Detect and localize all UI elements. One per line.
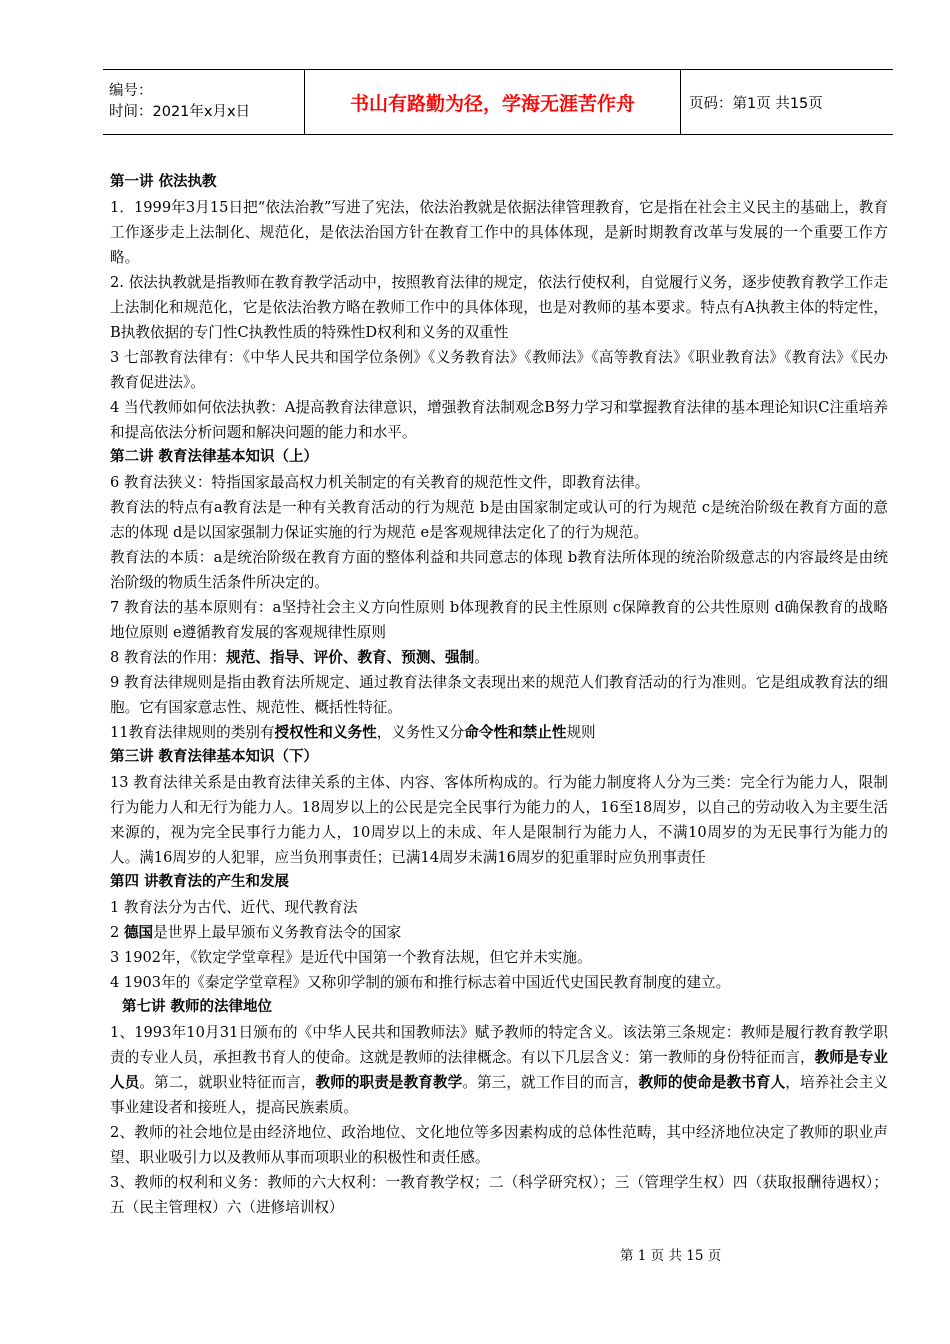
bold-text-run: 授权性和义务性	[274, 724, 377, 741]
paragraph: 教育法的特点有a教育法是一种有关教育活动的行为规范 b是由国家制定或认可的行为规范 c是统治阶级在教育方面的意志的体现 d是以国家强制力保证实施的行为规范 e是客观规律法定化了的行为规范。	[110, 499, 888, 541]
paragraph: 3 七部教育法律有：《中华人民共和国学位条例》《义务教育法》《教师法》《高等教育法》《职业教育法》《教育法》《民办教育促进法》。	[110, 349, 888, 391]
section-title: 第四 讲教育法的产生和发展	[110, 874, 290, 890]
bold-text-run: 命令性和禁止性	[464, 724, 567, 741]
paragraph: 4 当代教师如何依法执教：A提高教育法律意识，增强教育法制观念B努力学习和掌握教育法律的基本理论知识C注重培养和提高依法分析问题和解决问题的能力和水平。	[110, 399, 888, 441]
document-header	[103, 69, 893, 135]
section-title: 第一讲 依法执教	[110, 174, 217, 190]
time-label: 时间：2021年x月x日	[109, 104, 251, 120]
paragraph: 6 教育法狭义：特指国家最高权力机关制定的有关教育的规范性文件，即教育法律。	[110, 474, 650, 491]
section-title: 第二讲 教育法律基本知识（上）	[110, 449, 319, 465]
paragraph: 3 1902年，《钦定学堂章程》是近代中国第一个教育法规，但它并未实施。	[110, 949, 592, 966]
paragraph	[110, 920, 888, 945]
paragraph: 2. 依法执教就是指教师在教育教学活动中，按照教育法律的规定，依法行使权利，自觉履行义务，逐步使教育教学工作走上法制化和规范化，它是依法治教方略在教师工作中的具体体现，也是对教师的基本要求。特点有A执教主体的特定性，B执教依据的专门性C执教性质的特殊性D权利和义务的双重性	[110, 274, 888, 341]
text-run: 是世界上最早颁布义务教育法令的国家	[153, 924, 402, 941]
text-run: 8 教育法的作用：	[110, 649, 227, 666]
section-title: 第三讲 教育法律基本知识（下）	[110, 749, 319, 765]
paragraph: 2、教师的社会地位是由经济地位、政治地位、文化地位等多因素构成的总体性范畴，其中经济地位决定了教师的职业声望、职业吸引力以及教师从事而项职业的积极性和责任感。	[110, 1124, 888, 1166]
bold-text-run: 教师的使命是教书育人	[638, 1074, 786, 1091]
text-run: ，义务性又分	[376, 724, 465, 741]
text-run: ，培养社会主义事业建设者和接班人，提高民族素质。	[110, 1074, 888, 1116]
text-run: 2	[110, 924, 124, 941]
section-title: 第七讲 教师的法律地位	[122, 999, 273, 1015]
paragraph: 3、教师的权利和义务：教师的六大权利：一教育教学权；二（科学研究权）；三（管理学生权）四（获取报酬待遇权）；五（民主管理权）六（进修培训权）	[110, 1174, 888, 1216]
paragraph	[110, 1020, 888, 1120]
bold-text-run: 教师的职责是教育教学	[315, 1074, 463, 1091]
number-label: 编号：	[109, 83, 153, 99]
paragraph: 1 教育法分为古代、近代、现代教育法	[110, 899, 358, 916]
paragraph: 教育法的本质：a是统治阶级在教育方面的整体利益和共同意志的体现 b教育法所体现的统治阶级意志的内容最终是由统治阶级的物质生活条件所决定的。	[110, 549, 888, 591]
text-run: 。第三，就工作目的而言，	[462, 1074, 639, 1091]
header-motto: 书山有路勤为径，学海无涯苦作舟	[305, 70, 681, 134]
header-page-info: 页码：第1页 共15页	[689, 95, 823, 112]
header-meta	[103, 70, 305, 134]
page-footer: 第 1 页 共 15 页	[620, 1248, 722, 1264]
bold-text-run: 教师是专业人员	[110, 1049, 888, 1091]
paragraph: 1．1999年3月15日把“依法治教”写进了宪法，依法治教就是依据法律管理教育，它是指在社会主义民主的基础上，教育工作逐步走上法制化、规范化，是依法治国方针在教育工作中的具体体现，是新时期教育改革与发展的一个重要工作方略。	[110, 199, 888, 266]
paragraph: 4 1903年的《秦定学堂章程》又称卯学制的颁布和推行标志着中国近代史国民教育制度的建立。	[110, 974, 731, 991]
text-run: 。第二，就职业特征而言，	[139, 1074, 316, 1091]
bold-text-run: 规范、指导、评价、教育、预测、强制	[226, 649, 475, 666]
paragraph	[110, 720, 888, 745]
document-body	[110, 170, 888, 1220]
paragraph: 7 教育法的基本原则有：a坚持社会主义方向性原则 b体现教育的民主性原则 c保障教育的公共性原则 d确保教育的战略地位原则 e遵循教育发展的客观规律性原则	[110, 599, 888, 641]
paragraph: 13 教育法律关系是由教育法律关系的主体、内容、客体所构成的。行为能力制度将人分为三类：完全行为能力人，限制行为能力人和无行为能力人。18周岁以上的公民是完全民事行为能力的人，16至18周岁，以自己的劳动收入为主要生活来源的，视为完全民事行力能力人，10周岁以上的未成、年人是限制行为能力人，不满10周岁的为无民事行为能力的人。满16周岁的人犯罪，应当负刑事责任；已满14周岁未满16周岁的犯重罪时应负刑事责任	[110, 774, 888, 866]
bold-text-run: 德国	[123, 924, 154, 941]
text-run: 规则	[566, 724, 596, 741]
text-run: 。	[474, 649, 489, 666]
text-run: 1、1993年10月31日颁布的《中华人民共和国教师法》赋予教师的特定含义。该法第三条规定：教师是履行教育教学职责的专业人员，承担教书育人的使命。这就是教师的法律概念。有以下几层含义：第一教师的身份特征而言，	[110, 1024, 888, 1066]
text-run: 11教育法律规则的类别有	[110, 724, 275, 741]
paragraph	[110, 645, 888, 670]
paragraph: 9 教育法律规则是指由教育法所规定、通过教育法律条文表现出来的规范人们教育活动的行为准则。它是组成教育法的细胞。它有国家意志性、规范性、概括性特征。	[110, 674, 888, 716]
